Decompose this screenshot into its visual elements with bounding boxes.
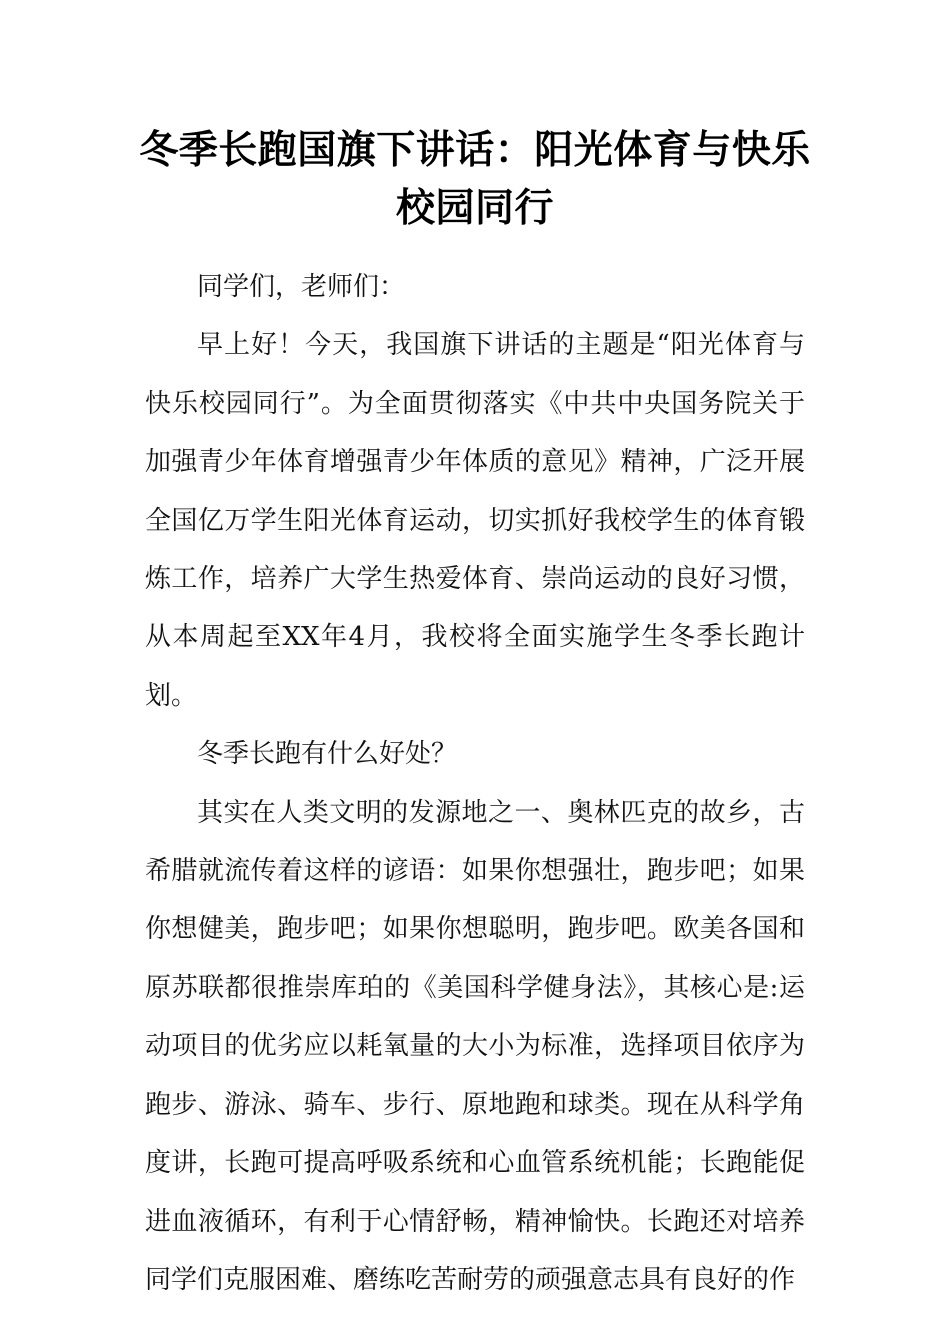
benefits-paragraph: 其实在人类文明的发源地之一、奥林匹克的故乡，古希腊就流传着这样的谚语：如果你想强壮，跑步吧；如果你想健美，跑步吧；如果你想聪明，跑步吧。欧美各国和原苏联都很推崇库珀的《美国科学健身法》，其核心是:运动项目的优劣应以耗氧量的大小为标准，选择项目依序为跑步、游泳、骑车、步行、原地跑和球类。现在从科学角度讲，长跑可提高呼吸系统和心血管系统机能；长跑能促进血液循环，有利于心情舒畅，精神愉快。长跑还对培养同学们克服困难、磨练吃苦耐劳的顽强意志具有良好的作 bbox=[145, 797, 805, 1295]
document-title: 冬季长跑国旗下讲话：阳光体育与快乐校园同行 bbox=[139, 128, 811, 231]
question-paragraph: 冬季长跑有什么好处？ bbox=[197, 739, 458, 770]
document-body bbox=[145, 258, 805, 1309]
salutation-paragraph: 同学们，老师们： bbox=[197, 272, 406, 302]
opening-paragraph: 早上好！今天，我国旗下讲话的主题是“阳光体育与快乐校园同行”。为全面贯彻落实《中共中央国务院关于加强青少年体育增强青少年体质的意见》精神，广泛开展全国亿万学生阳光体育运动，切实抓好我校学生的体育锻炼工作，培养广大学生热爱体育、崇尚运动的良好习惯，从本周起至XX年4月，我校将全面实施学生冬季长跑计划。 bbox=[145, 330, 805, 711]
